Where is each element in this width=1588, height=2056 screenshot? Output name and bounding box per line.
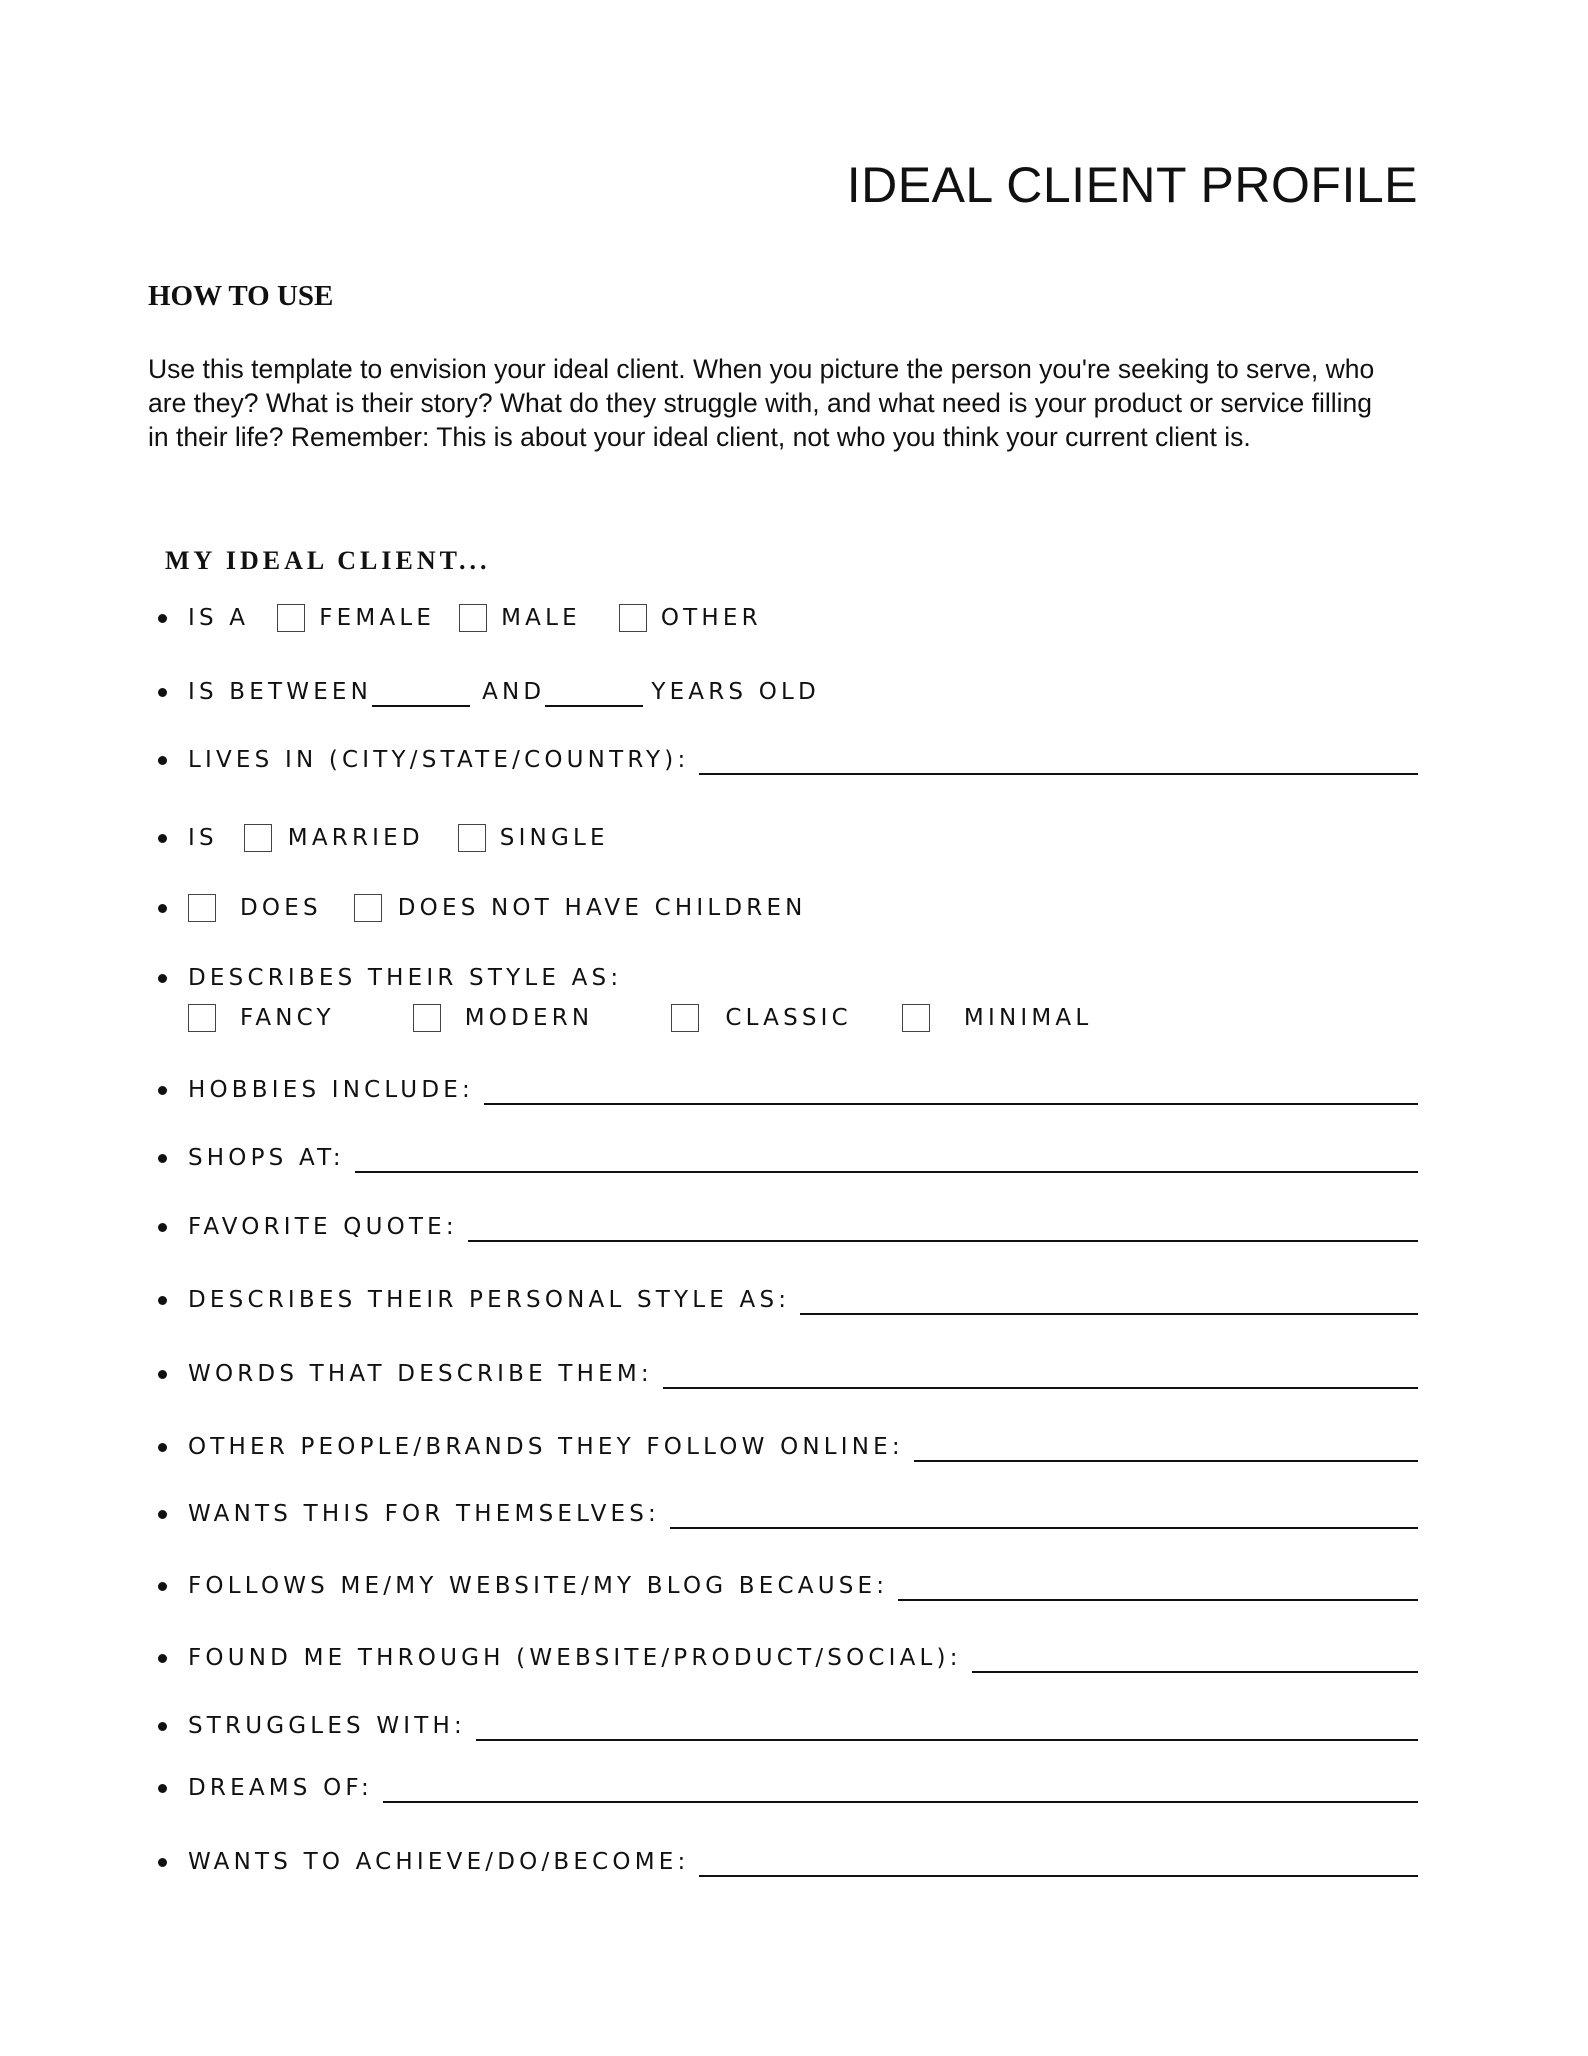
bullet (158, 1223, 167, 1232)
personal-style-row (158, 1280, 1418, 1320)
follows-me-row (158, 1566, 1418, 1606)
marital-label: IS (188, 825, 218, 851)
follows-me-field[interactable] (898, 1599, 1418, 1601)
instructions-line: in their life? Remember: This is about your ideal client, not who you think your current client is. (148, 422, 1251, 452)
found-me-label: FOUND ME THROUGH (WEBSITE/PRODUCT/SOCIAL): (188, 1645, 962, 1671)
does-not-have-children-label: DOES NOT HAVE CHILDREN (397, 895, 807, 921)
children-row (158, 888, 1418, 928)
fancy-label: FANCY (240, 1005, 335, 1031)
favorite-quote-field[interactable] (468, 1240, 1418, 1242)
dreams-row (158, 1768, 1418, 1808)
dreams-label: DREAMS OF: (188, 1775, 374, 1801)
bullet (158, 1510, 167, 1519)
wants-to-achieve-row (158, 1842, 1418, 1882)
female-label: FEMALE (319, 605, 436, 631)
male-label: MALE (501, 605, 581, 631)
personal-style-field[interactable] (800, 1313, 1418, 1315)
age-label: IS BETWEEN (188, 679, 373, 705)
bullet (158, 1296, 167, 1305)
personal-style-label: DESCRIBES THEIR PERSONAL STYLE AS: (188, 1287, 791, 1313)
lives-in-row (158, 740, 1418, 780)
wants-this-row (158, 1494, 1418, 1534)
dreams-field[interactable] (383, 1801, 1418, 1803)
age-and-label: AND (482, 679, 546, 705)
shops-at-field[interactable] (355, 1171, 1418, 1173)
struggles-label: STRUGGLES WITH: (188, 1713, 466, 1739)
lives-in-label: LIVES IN (CITY/STATE/COUNTRY): (188, 747, 690, 773)
min-age-field[interactable] (372, 705, 470, 707)
gender-label: IS A (188, 605, 250, 631)
describe-words-row (158, 1354, 1418, 1394)
fancy-checkbox[interactable] (188, 1004, 216, 1032)
favorite-quote-label: FAVORITE QUOTE: (188, 1214, 458, 1240)
other-checkbox[interactable] (619, 604, 647, 632)
page-title: IDEAL CLIENT PROFILE (846, 157, 1418, 213)
shops-at-row (158, 1138, 1418, 1178)
bullet (158, 688, 167, 697)
bullet (158, 1858, 167, 1867)
years-old-label: YEARS OLD (651, 679, 820, 705)
hobbies-label: HOBBIES INCLUDE: (188, 1077, 474, 1103)
bullet (158, 1784, 167, 1793)
max-age-field[interactable] (545, 705, 643, 707)
married-label: MARRIED (287, 825, 424, 851)
bullet (158, 1086, 167, 1095)
bullet (158, 974, 167, 983)
bullet (158, 1370, 167, 1379)
bullet (158, 1443, 167, 1452)
married-checkbox[interactable] (244, 824, 272, 852)
found-me-row (158, 1638, 1418, 1678)
found-me-field[interactable] (972, 1671, 1418, 1673)
follows-me-label: FOLLOWS ME/MY WEBSITE/MY BLOG BECAUSE: (188, 1573, 889, 1599)
follows-online-field[interactable] (914, 1460, 1418, 1462)
modern-checkbox[interactable] (413, 1004, 441, 1032)
style-row (158, 958, 1418, 998)
bullet (158, 756, 167, 765)
minimal-label: MINIMAL (963, 1005, 1093, 1031)
does-label: DOES (240, 895, 322, 921)
describe-words-label: WORDS THAT DESCRIBE THEM: (188, 1361, 653, 1387)
classic-label: CLASSIC (725, 1005, 852, 1031)
struggles-field[interactable] (476, 1739, 1418, 1741)
hobbies-row (158, 1070, 1418, 1110)
age-row (158, 672, 1418, 712)
hobbies-field[interactable] (484, 1103, 1418, 1105)
has-children-checkbox[interactable] (188, 894, 216, 922)
how-to-use-heading: HOW TO USE (148, 280, 334, 312)
single-checkbox[interactable] (458, 824, 486, 852)
no-children-checkbox[interactable] (354, 894, 382, 922)
bullet (158, 1154, 167, 1163)
shops-at-label: SHOPS AT: (188, 1145, 345, 1171)
describe-words-field[interactable] (663, 1387, 1418, 1389)
style-label: DESCRIBES THEIR STYLE AS: (188, 965, 623, 991)
lives-in-field[interactable] (699, 773, 1418, 775)
instructions-line: Use this template to envision your ideal client. When you picture the person you're seeking to serve, who (148, 354, 1375, 384)
marital-row (158, 818, 1418, 858)
wants-this-field[interactable] (670, 1527, 1418, 1529)
single-label: SINGLE (499, 825, 609, 851)
minimal-checkbox[interactable] (902, 1004, 930, 1032)
follows-online-label: OTHER PEOPLE/BRANDS THEY FOLLOW ONLINE: (188, 1434, 904, 1460)
wants-this-label: WANTS THIS FOR THEMSELVES: (188, 1501, 661, 1527)
struggles-row (158, 1706, 1418, 1746)
gender-row (158, 598, 1418, 638)
bullet (158, 1654, 167, 1663)
wants-to-achieve-label: WANTS TO ACHIEVE/DO/BECOME: (188, 1849, 690, 1875)
instructions-paragraph (148, 352, 1428, 454)
section-heading: MY IDEAL CLIENT... (165, 546, 491, 575)
female-checkbox[interactable] (277, 604, 305, 632)
bullet (158, 1582, 167, 1591)
other-label: OTHER (660, 605, 762, 631)
modern-label: MODERN (464, 1005, 594, 1031)
classic-checkbox[interactable] (671, 1004, 699, 1032)
bullet (158, 834, 167, 843)
bullet (158, 1722, 167, 1731)
male-checkbox[interactable] (459, 604, 487, 632)
favorite-quote-row (158, 1207, 1418, 1247)
instructions-line: are they? What is their story? What do they struggle with, and what need is your product or service filling (148, 388, 1373, 418)
bullet (158, 904, 167, 913)
wants-to-achieve-field[interactable] (699, 1875, 1418, 1877)
style-options-row (188, 998, 1418, 1038)
bullet (158, 614, 167, 623)
follows-online-row (158, 1427, 1418, 1467)
